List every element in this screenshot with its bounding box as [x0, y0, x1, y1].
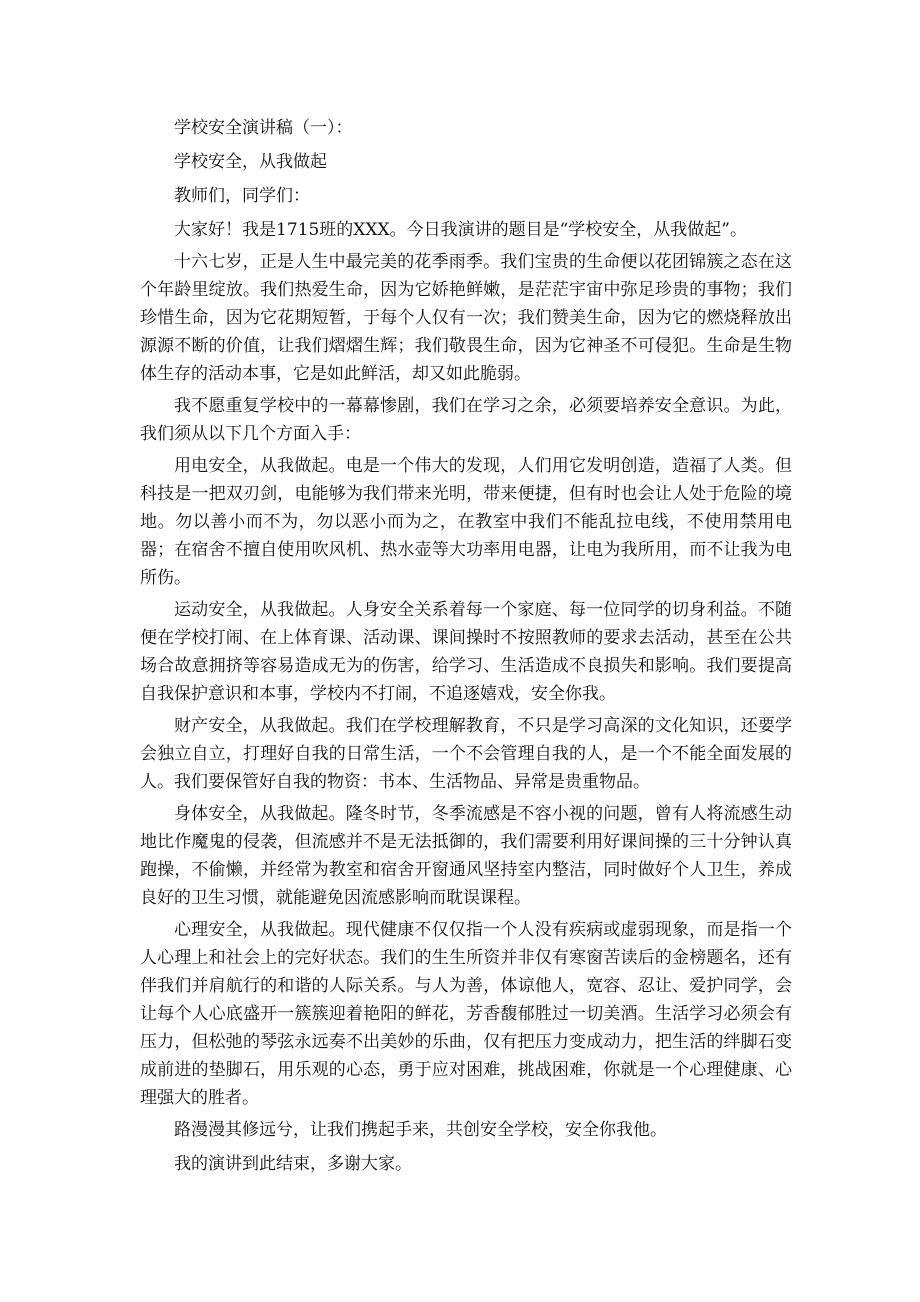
- paragraph-electrical-safety: 用电安全，从我做起。电是一个伟大的发现，人们用它发明创造，造福了人类。但科技是一把双刃剑，电能够为我们带来光明，带来便捷，但有时也会让人处于危险的境地。勿以善小而不为，勿以恶小而为之，在教室中我们不能乱拉电线，不使用禁用电器；在宿舍不擅自使用吹风机、热水壶等大功率用电器，让电为我所用，而不让我为电所伤。: [140, 456, 792, 588]
- paragraph-closing: 我的演讲到此结束，多谢大家。: [174, 1154, 412, 1174]
- paragraph-introduction: 大家好！我是1715班的XXX。今日我演讲的题目是“学校安全，从我做起”。: [174, 220, 747, 240]
- speech-heading: 学校安全演讲稿（一）：: [174, 118, 353, 138]
- paragraph-call-to-action: 路漫漫其修远兮，让我们携起手来，共创安全学校，安全你我他。: [174, 1120, 667, 1140]
- paragraph-sports-safety: 运动安全，从我做起。人身安全关系着每一个家庭、每一位同学的切身利益。不随便在学校打闹、在上体育课、活动课、课间操时不按照教师的要求去活动，甚至在公共场合故意拥挤等容易造成无为的伤害，给学习、生活造成不良损失和影响。我们要提高自我保护意识和本事，学校内不打闹，不追逐嬉戏，安全你我。: [140, 600, 792, 704]
- paragraph-mental-safety: 心理安全，从我做起。现代健康不仅仅指一个人没有疾病或虚弱现象，而是指一个人心理上和社会上的完好状态。我们的生生所资并非仅有寒窗苦读后的金榜题名，还有伴我们并肩航行的和谐的人际关系。与人为善，体谅他人，宽容、忍让、爱护同学，会让每个人心底盛开一簇簇迎着艳阳的鲜花，芳香馥郁胜过一切美酒。生活学习必须会有压力，但松弛的琴弦永远奏不出美妙的乐曲，仅有把压力变成动力，把生活的绊脚石变成前进的垫脚石，用乐观的心态，勇于应对困难，挑战困难，你就是一个心理健康、心理强大的胜者。: [140, 920, 792, 1108]
- speech-title: 学校安全，从我做起: [174, 152, 327, 172]
- speech-document: [140, 114, 792, 1184]
- paragraph-property-safety: 财产安全，从我做起。我们在学校理解教育，不只是学习高深的文化知识，还要学会独立自立，打理好自我的日常生活，一个不会管理自我的人，是一个不能全面发展的人。我们要保管好自我的物资：书本、生活物品、异常是贵重物品。: [140, 716, 792, 792]
- paragraph-awareness: 我不愿重复学校中的一幕幕惨剧，我们在学习之余，必须要培养安全意识。为此，我们须从以下几个方面入手：: [140, 396, 792, 444]
- speech-greeting: 教师们，同学们：: [174, 186, 310, 206]
- paragraph-life: 十六七岁，正是人生中最完美的花季雨季。我们宝贵的生命便以花团锦簇之态在这个年龄里绽放。我们热爱生命，因为它娇艳鲜嫩，是茫茫宇宙中弥足珍贵的事物；我们珍惜生命，因为它花期短暂，于每个人仅有一次；我们赞美生命，因为它的燃烧释放出源源不断的价值，让我们熠熠生辉；我们敬畏生命，因为它神圣不可侵犯。生命是生物体生存的活动本事，它是如此鲜活，却又如此脆弱。: [140, 252, 792, 384]
- paragraph-physical-safety: 身体安全，从我做起。隆冬时节，冬季流感是不容小视的问题，曾有人将流感生动地比作魔鬼的侵袭，但流感并不是无法抵御的，我们需要利用好课间操的三十分钟认真跑操，不偷懒，并经常为教室和宿舍开窗通风坚持室内整洁，同时做好个人卫生，养成良好的卫生习惯，就能避免因流感影响而耽误课程。: [140, 804, 792, 908]
